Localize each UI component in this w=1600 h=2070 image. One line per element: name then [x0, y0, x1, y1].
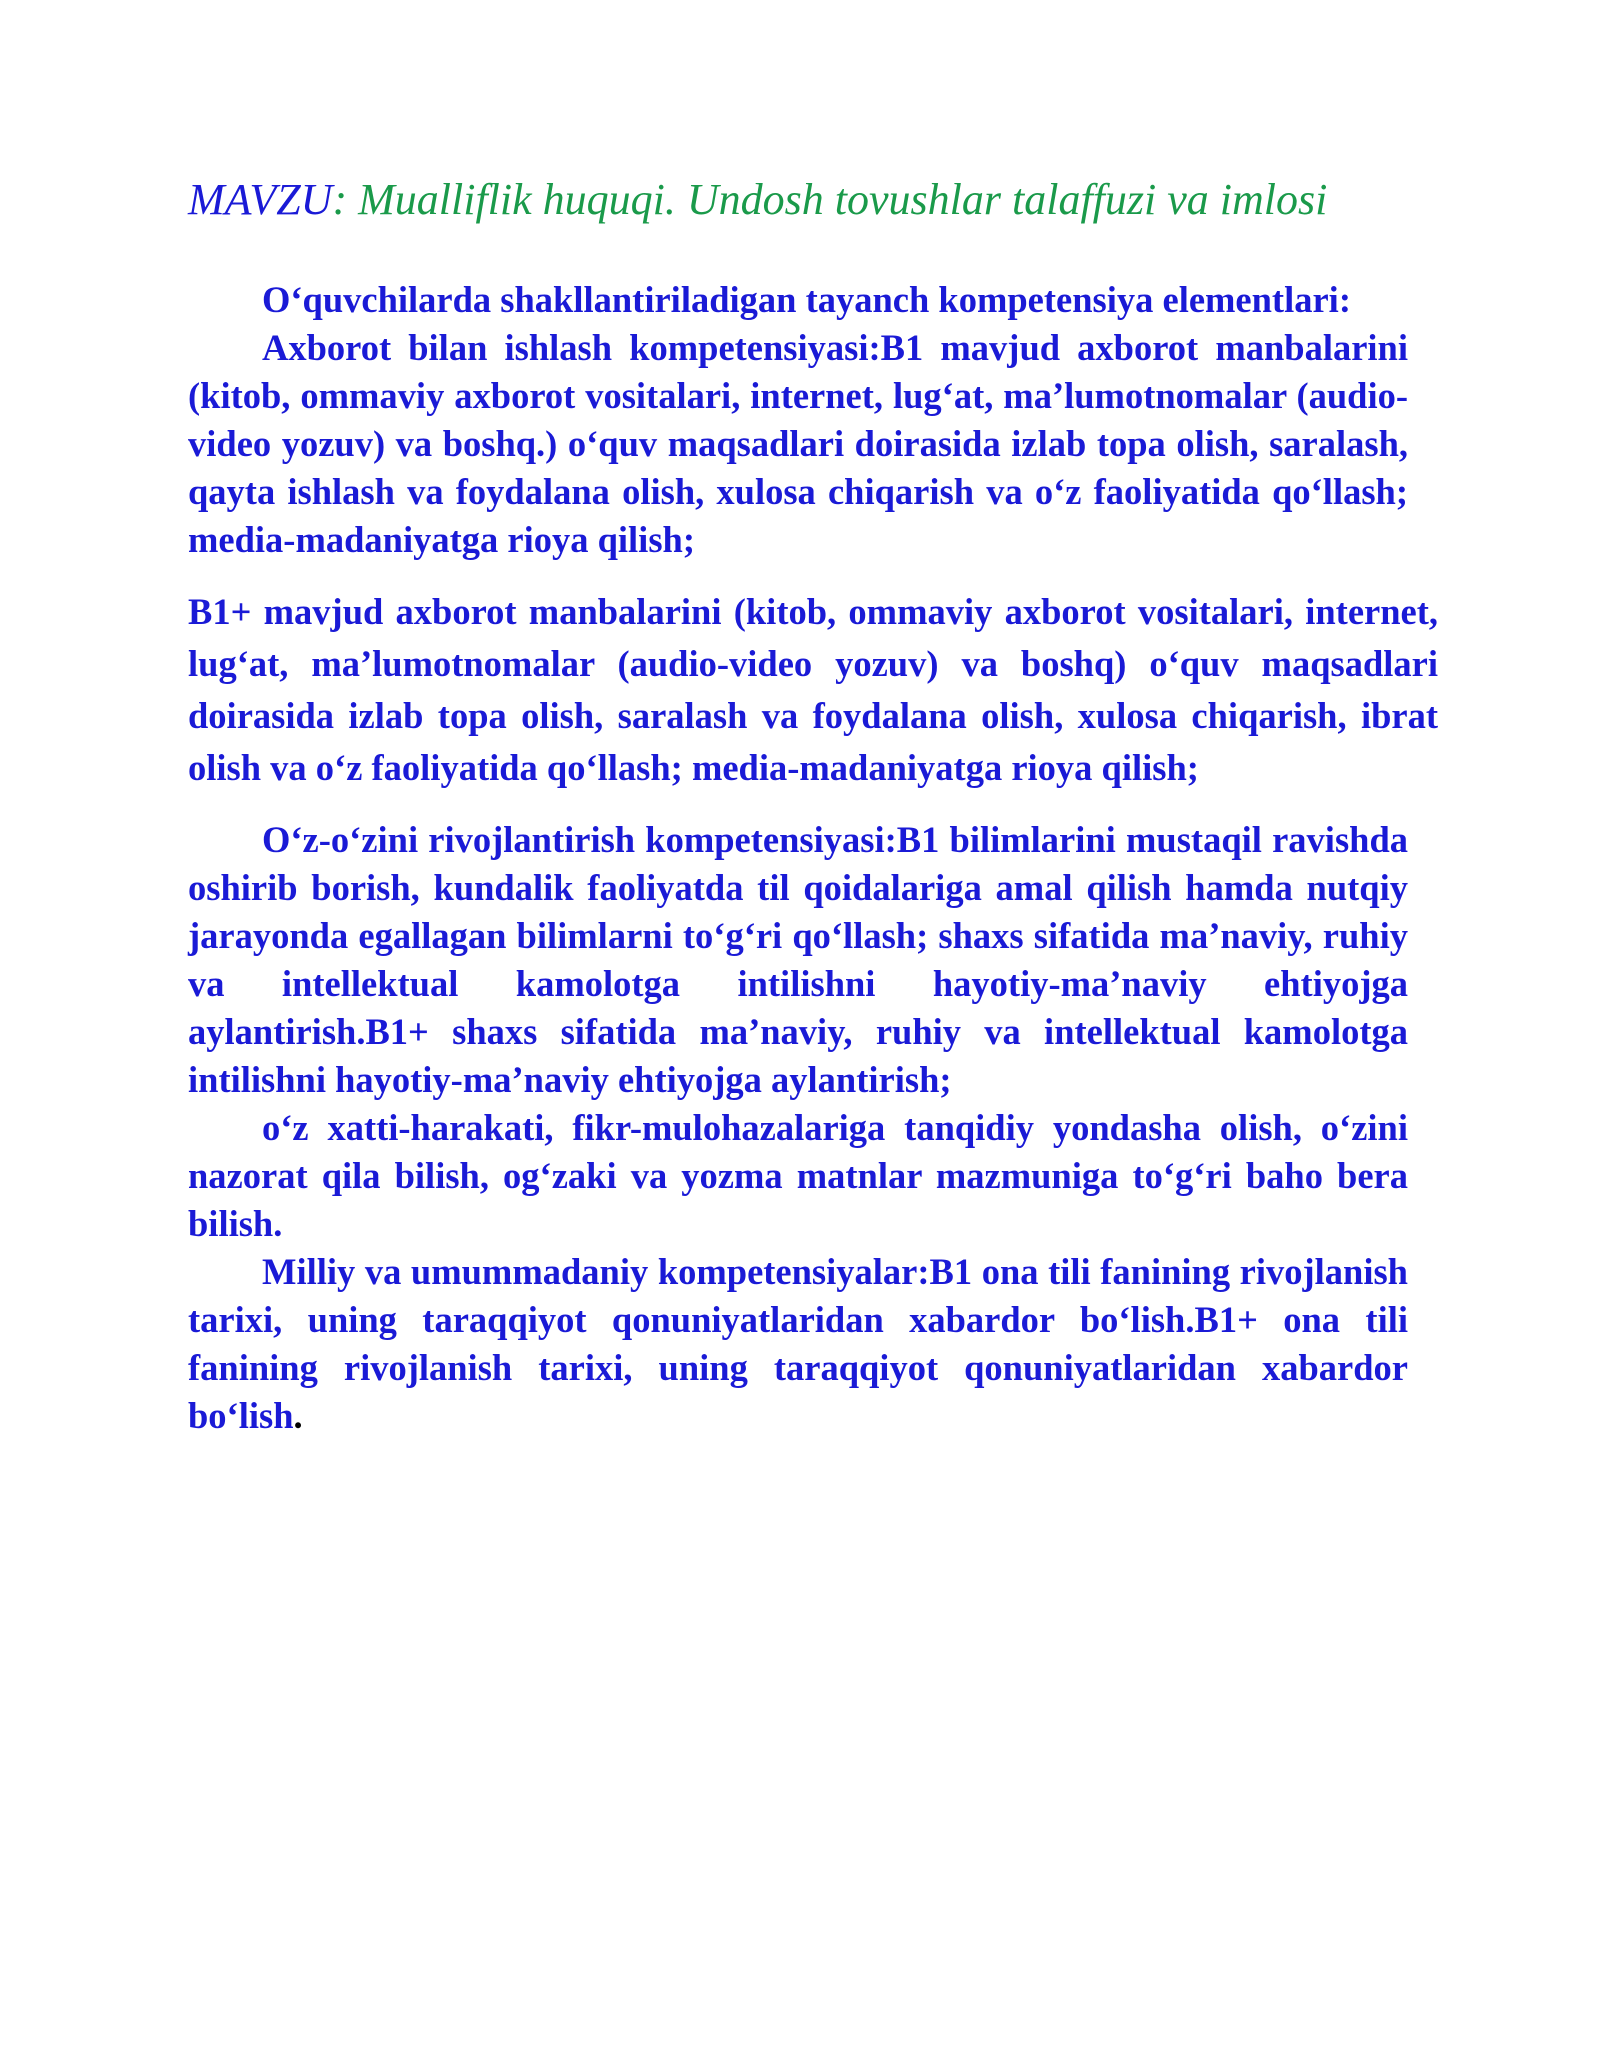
paragraph-self-control: o‘z xatti-harakati, fikr-mulohazalariga tanqidiy yondasha olish, o‘zini nazorat qila bilish, og‘zaki va yozma matnlar mazmuniga to‘g‘ri baho bera bilish.	[188, 1107, 1408, 1244]
paragraph-national-culture-text: Milliy va umummadaniy kompetensiyalar:B1 ona tili fanining rivojlanish tarixi, uning taraqqiyot qonuniyatlaridan xabardor bo‘lish.B1+ ona tili fanining rivojlanish tarixi, uning taraqqiyot qonuniyatlaridan xabardor bo‘lish	[188, 1251, 1408, 1436]
paragraph-intro: O‘quvchilarda shakllantiriladigan tayanch kompetensiya elementlari:	[262, 279, 1351, 320]
paragraph-end-period: .	[293, 1395, 303, 1436]
paragraph-information-competence: Axborot bilan ishlash kompetensiyasi:B1 mavjud axborot manbalarini (kitob, ommaviy axborot vositalari, internet, lug‘at, ma’lumotnomalar (audio-video yozuv) va boshq.) o‘quv maqsadlari doirasida izlab topa olish, saralash, qayta ishlash va foydalana olish, xulosa chiqarish va o‘z faoliyatida qo‘llash; media-madaniyatga rioya qilish;	[188, 327, 1408, 560]
paragraph-self-development: O‘z-o‘zini rivojlantirish kompetensiyasi:B1 bilimlarini mustaqil ravishda oshirib borish, kundalik faoliyatda til qoidalariga amal qilish hamda nutqiy jarayonda egallagan bilimlarni to‘g‘ri qo‘llash; shaxs sifatida ma’naviy, ruhiy va intellektual kamolotga intilishni hayotiy-ma’naviy ehtiyojga aylantirish.B1+ shaxs sifatida ma’naviy, ruhiy va intellektual kamolotga intilishni hayotiy-ma’naviy ehtiyojga aylantirish;	[188, 819, 1408, 1100]
paragraph-information-competence-b1plus: B1+ mavjud axborot manbalarini (kitob, ommaviy axborot vositalari, internet, lug‘at, ma’lumotnomalar (audio-video yozuv) va boshq) o‘quv maqsadlari doirasida izlab topa olish, saralash va foydalana olish, xulosa chiqarish, ibrat olish va o‘z faoliyatida qo‘llash; media-madaniyatga rioya qilish;	[188, 591, 1438, 788]
title-label: MAVZU	[188, 175, 333, 224]
title-colon: :	[332, 175, 348, 224]
title-topic: Mualliflik huquqi. Undosh tovushlar talaffuzi va imlosi	[347, 175, 1328, 224]
document-page	[188, 170, 1438, 1440]
page-title	[188, 170, 1402, 230]
paragraph-national-culture	[188, 1248, 1408, 1440]
